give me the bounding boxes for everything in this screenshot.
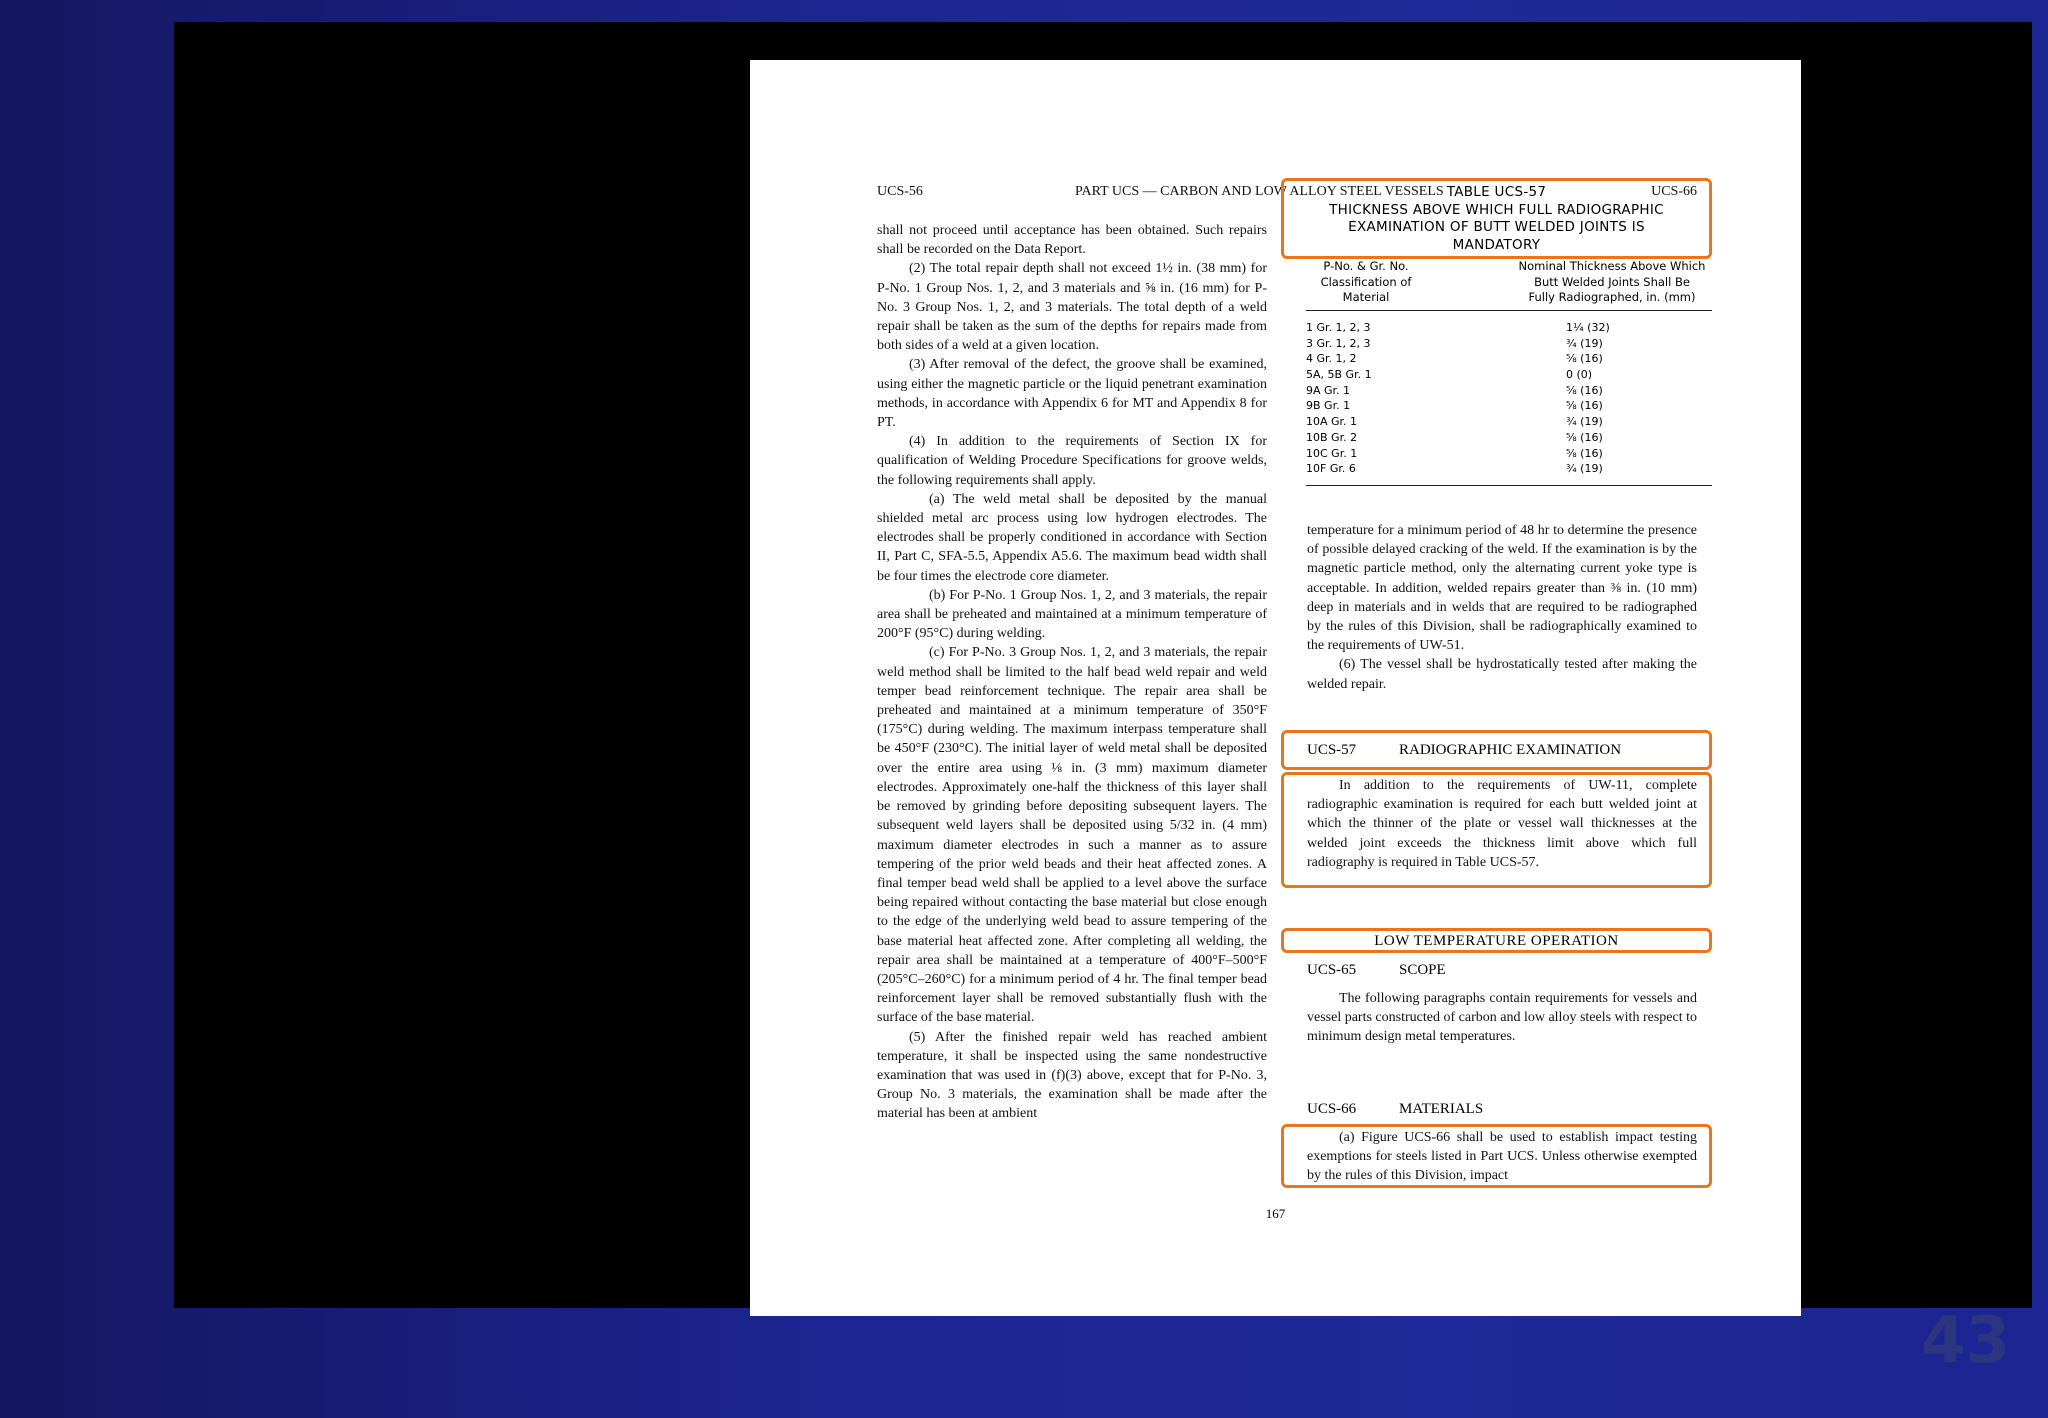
header-line: Material <box>1342 290 1390 304</box>
slide-number: 43 <box>1920 1304 2010 1378</box>
table-cell-material: 1 Gr. 1, 2, 3 <box>1306 321 1371 334</box>
table-title-box <box>1281 178 1712 259</box>
table-row <box>1306 383 1712 399</box>
paragraph: (4) In addition to the requirements of Section IX for qualification of Welding Procedure Specifications for groove welds, the following requirements shall apply. <box>877 434 1267 488</box>
ucs65-title: SCOPE <box>1399 962 1446 978</box>
left-column <box>877 221 1267 1124</box>
table-cell-thickness: ⅝ (16) <box>1566 446 1603 460</box>
table-cell-thickness: ⅝ (16) <box>1566 383 1603 397</box>
ucs66-body <box>1307 1128 1697 1186</box>
paragraph: (5) After the finished repair weld has reached ambient temperature, it shall be inspected using the same nondestructive examination that was used in (f)(3) above, except that for P-No. 3, Group No. 3 materials, the examination shall be made after the material has been at ambient <box>877 1029 1267 1122</box>
slide-stage <box>174 22 2032 1308</box>
page-number: 167 <box>1265 1206 1286 1221</box>
table-cell-thickness: ⅝ (16) <box>1566 352 1603 366</box>
header-line: Butt Welded Joints Shall Be <box>1534 274 1690 289</box>
table-cell-material: 5A, 5B Gr. 1 <box>1306 368 1372 382</box>
table-cell-material: 9A Gr. 1 <box>1306 383 1351 397</box>
table-cell-material: 10C Gr. 1 <box>1306 446 1358 460</box>
table-title-line: EXAMINATION OF BUTT WELDED JOINTS IS <box>1348 219 1645 235</box>
table-row <box>1306 367 1712 383</box>
header-right: UCS-66 <box>1651 184 1697 199</box>
table-cell-thickness: ¾ (19) <box>1566 336 1603 350</box>
ucs57-body <box>1307 776 1697 872</box>
ucs65-body <box>1307 989 1697 1047</box>
table-title-line: THICKNESS ABOVE WHICH FULL RADIOGRAPHIC <box>1329 201 1664 218</box>
header-line: Fully Radiographed, in. (mm) <box>1528 290 1696 304</box>
paragraph: (2) The total repair depth shall not exceed 1½ in. (38 mm) for P-No. 1 Group Nos. 1, 2, and 3 materials and ⅝ in. (16 mm) for P-No. 3 Group Nos. 1, 2, and 3 materials. The total depth of a weld repair shall be taken as the sum of the depths for repairs made from both sides of a weld at a given location. <box>877 261 1267 354</box>
paragraph: temperature for a minimum period of 48 hr to determine the presence of possible delayed cracking of the weld. If the examination is by the magnetic particle method, only the alternating current yoke type is acceptable. In addition, welded repairs greater than ⅜ in. (10 mm) deep in materials and in welds that are required to be radiographed by the rules of this Division, shall be radiographically examined to the requirements of UW-51. <box>1307 523 1697 654</box>
table-row <box>1306 351 1712 367</box>
right-continuation <box>1307 521 1697 694</box>
paragraph: (a) The weld metal shall be deposited by the manual shielded metal arc process using low hydrogen electrodes. The electrodes shall be properly conditioned in accordance with Section II, Part C, SFA-5.5, Appendix A5.6. The maximum bead width shall be four times the electrode core diameter. <box>877 491 1267 584</box>
header-line: Classification of <box>1320 274 1412 289</box>
table-rule <box>1306 310 1712 311</box>
table-cell-material: 4 Gr. 1, 2 <box>1306 352 1357 366</box>
table-title-line: MANDATORY <box>1452 236 1541 253</box>
ucs57-heading-box <box>1281 730 1712 770</box>
table-cell-material: 10B Gr. 2 <box>1306 430 1358 444</box>
ucs65-number: UCS-65 <box>1307 962 1357 978</box>
table-col2-header <box>1512 259 1712 306</box>
table-row <box>1306 430 1712 446</box>
table-col1-header <box>1306 259 1426 306</box>
table-row <box>1306 320 1712 336</box>
table-cell-material: 9B Gr. 1 <box>1306 399 1351 413</box>
table-cell-thickness: 1¼ (32) <box>1566 321 1610 334</box>
low-temp-heading-box <box>1281 928 1712 953</box>
paragraph: The following paragraphs contain requirements for vessels and vessel parts constructed of carbon and low alloy steels with respect to minimum design metal temperatures. <box>1307 991 1697 1045</box>
ucs66-number: UCS-66 <box>1307 1101 1357 1117</box>
paragraph: (b) For P-No. 1 Group Nos. 1, 2, and 3 materials, the repair area shall be preheated and maintained at a minimum temperature of 200°F (95°C) during welding. <box>877 587 1267 642</box>
ucs66-title: MATERIALS <box>1399 1101 1484 1117</box>
table-body <box>1306 320 1712 477</box>
table-row <box>1306 446 1712 462</box>
table-title-line: TABLE UCS-57 <box>1446 184 1547 200</box>
table-row <box>1306 336 1712 352</box>
paragraph: shall not proceed until acceptance has been obtained. Such repairs shall be recorded on the Data Report. <box>877 223 1267 258</box>
section-number: UCS-57 <box>1307 742 1357 758</box>
header-left: UCS-56 <box>877 184 923 199</box>
table-cell-thickness: ¾ (19) <box>1566 415 1603 429</box>
table-cell-thickness: ⅝ (16) <box>1566 399 1603 413</box>
table-row <box>1306 398 1712 414</box>
paragraph: (a) Figure UCS-66 shall be used to establish impact testing exemptions for steels listed in Part UCS. Unless otherwise exempted by the rules of this Division, impact <box>1307 1130 1697 1184</box>
paragraph: (6) The vessel shall be hydrostatically tested after making the welded repair. <box>1307 657 1697 692</box>
header-line: P-No. & Gr. No. <box>1323 259 1409 273</box>
table-rule <box>1306 485 1712 486</box>
table-cell-material: 10A Gr. 1 <box>1306 415 1358 429</box>
low-temp-heading: LOW TEMPERATURE OPERATION <box>1374 933 1619 949</box>
table-row <box>1306 461 1712 477</box>
paragraph: (c) For P-No. 3 Group Nos. 1, 2, and 3 materials, the repair weld method shall be limited to the half bead weld repair and weld temper bead reinforcement technique. The repair area shall be preheated and maintained at a minimum temperature of 350°F (175°C) during welding. The maximum interpass temperature shall be 450°F (230°C). The initial layer of weld metal shall be deposited over the entire area using ⅛ in. (3 mm) maximum diameter electrodes. Approximately one-half the thickness of this layer shall be removed by grinding before depositing subsequent layers. The subsequent weld layers shall be deposited using 5/32 in. (4 mm) maximum diameter electrodes in such a manner as to assure tempering of the prior weld beads and their heat affected zones. A final temper bead weld shall be applied to a level above the surface being repaired without contacting the base material but close enough to the edge of the underlying weld bead to assure tempering of the base material heat affected zone. After completing all welding, the repair area shall be maintained at a temperature of 400°F–500°F (205°C–260°C) for a minimum period of 4 hr. The final temper bead reinforcement layer shall be removed substantially flush with the surface of the base material. <box>877 645 1267 1026</box>
table-cell-thickness: ¾ (19) <box>1566 462 1603 476</box>
table-cell-material: 10F Gr. 6 <box>1306 462 1356 476</box>
table-cell-material: 3 Gr. 1, 2, 3 <box>1306 336 1371 350</box>
paragraph: (3) After removal of the defect, the groove shall be examined, using either the magnetic particle or the liquid penetrant examination methods, in accordance with Appendix 6 for MT and Appendix 8 for PT. <box>877 357 1267 431</box>
table-cell-thickness: ⅝ (16) <box>1566 430 1603 444</box>
table-cell-thickness: 0 (0) <box>1566 368 1593 382</box>
header-center: PART UCS — CARBON AND LOW ALLOY STEEL VESSELS <box>1075 184 1444 199</box>
document-page <box>750 60 1801 1316</box>
paragraph: In addition to the requirements of UW-11, complete radiographic examination is required for each butt welded joint at which the thinner of the plate or vessel wall thicknesses at the welded joint exceeds the thickness limit above which full radiography is required in Table UCS-57. <box>1307 778 1697 870</box>
header-line: Nominal Thickness Above Which <box>1518 259 1706 273</box>
table-row <box>1306 414 1712 430</box>
section-title: RADIOGRAPHIC EXAMINATION <box>1399 742 1622 758</box>
